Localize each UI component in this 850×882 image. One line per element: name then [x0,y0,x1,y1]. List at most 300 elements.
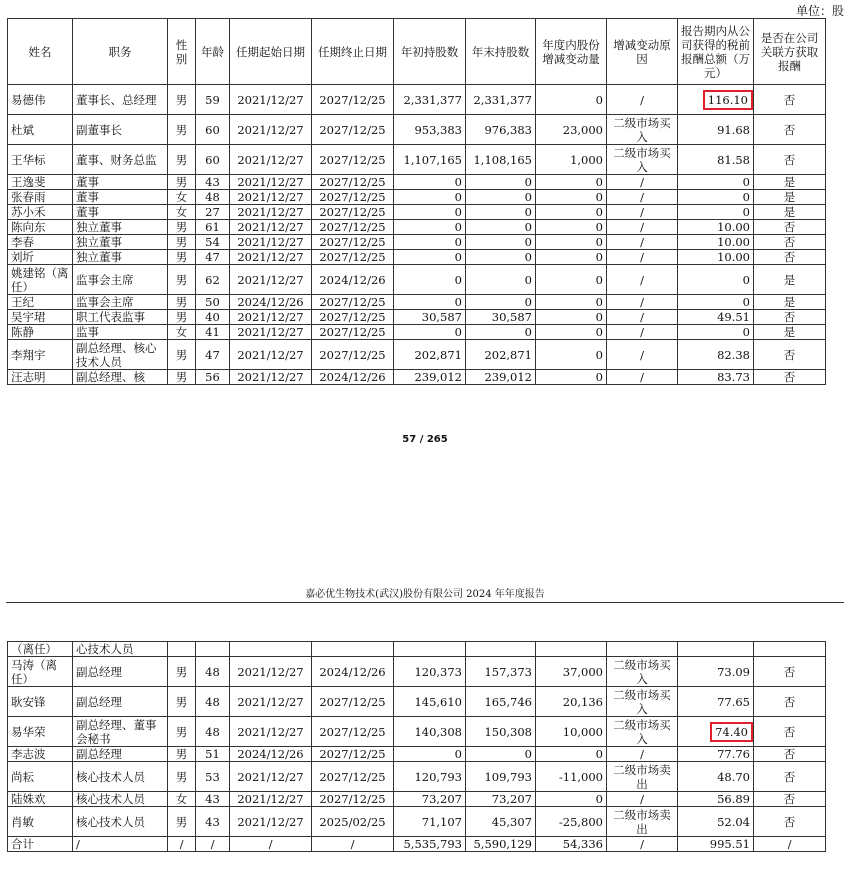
cell-shares-begin: 5,535,793 [394,837,466,852]
cell-gender: 男 [168,807,196,837]
cell-related-party-pay: 否 [754,792,826,807]
cell-compensation: 10.00 [678,250,754,265]
cell-term-end: 2027/12/25 [312,792,394,807]
cell-share-change: 0 [536,220,607,235]
cell-term-start: 2021/12/27 [230,265,312,295]
cell-shares-end: 157,373 [466,657,536,687]
cell-share-change: 20,136 [536,687,607,717]
cell-related-party-pay: 否 [754,145,826,175]
cell-term-end: 2027/12/25 [312,175,394,190]
cell-shares-end: 0 [466,250,536,265]
cell-change-reason: / [607,235,678,250]
cell-title: 董事 [73,175,168,190]
cell-name: 李志波 [8,747,73,762]
cell-shares-begin: 30,587 [394,310,466,325]
cell-related-party-pay: 否 [754,687,826,717]
table-row [8,717,826,747]
cell-name: 王华标 [8,145,73,175]
cell-term-start: 2021/12/27 [230,220,312,235]
cell-related-party-pay: 是 [754,205,826,220]
cell-title: 副董事长 [73,115,168,145]
cell-compensation: 49.51 [678,310,754,325]
cell-name: 易华荣 [8,717,73,747]
cell-term-end: 2027/12/25 [312,340,394,370]
cell-age: 48 [196,717,230,747]
cell-shares-end: 1,108,165 [466,145,536,175]
cell-gender: 男 [168,747,196,762]
table-row [8,687,826,717]
cell-related-party-pay: 是 [754,190,826,205]
cell-name: 杜斌 [8,115,73,145]
cell-term-start [230,642,312,657]
cell-gender: 男 [168,762,196,792]
cell-term-end: 2027/12/25 [312,115,394,145]
table-row [8,145,826,175]
cell-title: 核心技术人员 [73,792,168,807]
cell-age: 47 [196,340,230,370]
header-compensation: 报告期内从公司获得的税前报酬总额（万元） [678,19,754,85]
cell-share-change: 0 [536,325,607,340]
cell-related-party-pay: 否 [754,310,826,325]
cell-share-change: 0 [536,175,607,190]
cell-related-party-pay: 否 [754,717,826,747]
cell-term-start: 2024/12/26 [230,747,312,762]
table-row [8,340,826,370]
cell-compensation: 48.70 [678,762,754,792]
table-row [8,792,826,807]
cell-name: 张春雨 [8,190,73,205]
cell-compensation: 0 [678,190,754,205]
cell-title: 心技术人员 [73,642,168,657]
cell-age: 59 [196,85,230,115]
cell-term-end: 2027/12/25 [312,687,394,717]
cell-gender: 女 [168,792,196,807]
cell-name: 陆姝欢 [8,792,73,807]
cell-shares-begin: 2,331,377 [394,85,466,115]
cell-title: 副总经理 [73,747,168,762]
cell-title: 核心技术人员 [73,807,168,837]
table-row [8,310,826,325]
cell-related-party-pay: 是 [754,265,826,295]
table-row [8,265,826,295]
cell-term-end: 2027/12/25 [312,205,394,220]
header-share-change: 年度内股份增减变动量 [536,19,607,85]
cell-share-change: 1,000 [536,145,607,175]
cell-shares-end: 0 [466,265,536,295]
cell-change-reason: 二级市场买入 [607,657,678,687]
cell-age: 40 [196,310,230,325]
cell-compensation: 0 [678,325,754,340]
cell-related-party-pay: 否 [754,220,826,235]
cell-compensation: 995.51 [678,837,754,852]
cell-shares-begin: 73,207 [394,792,466,807]
cell-related-party-pay: 否 [754,250,826,265]
cell-share-change: -11,000 [536,762,607,792]
table-row [8,325,826,340]
cell-change-reason: 二级市场卖出 [607,762,678,792]
cell-change-reason: / [607,295,678,310]
cell-shares-end: 0 [466,325,536,340]
table-row [8,807,826,837]
cell-change-reason: / [607,265,678,295]
cell-shares-begin: 71,107 [394,807,466,837]
cell-title: 副总经理 [73,687,168,717]
cell-age: 56 [196,370,230,385]
cell-share-change: 0 [536,310,607,325]
cell-gender: 男 [168,310,196,325]
cell-shares-begin: 145,610 [394,687,466,717]
cell-title: 副总经理 [73,657,168,687]
cell-term-end: 2027/12/25 [312,85,394,115]
cell-age: 47 [196,250,230,265]
table-row [8,115,826,145]
table-row [8,370,826,385]
cell-name: 李翔宇 [8,340,73,370]
table-row [8,747,826,762]
cell-compensation [678,85,754,115]
header-shares-begin: 年初持股数 [394,19,466,85]
header-term-start: 任期起始日期 [230,19,312,85]
cell-gender: 男 [168,340,196,370]
table-row [8,295,826,310]
table-row [8,85,826,115]
cell-change-reason [607,642,678,657]
cell-term-end: 2027/12/25 [312,762,394,792]
cell-term-end: 2024/12/26 [312,370,394,385]
cell-shares-begin: 0 [394,265,466,295]
table-row [8,642,826,657]
cell-shares-begin: 0 [394,175,466,190]
cell-compensation: 0 [678,265,754,295]
executive-table-page-2 [7,641,826,852]
cell-gender [168,642,196,657]
cell-term-start: 2021/12/27 [230,762,312,792]
cell-age: 60 [196,145,230,175]
table-header-row [8,19,826,85]
cell-age: 60 [196,115,230,145]
cell-term-start: 2021/12/27 [230,205,312,220]
executive-table-page-1 [7,18,826,385]
cell-term-start: 2021/12/27 [230,115,312,145]
cell-shares-begin: 0 [394,220,466,235]
cell-shares-end: 73,207 [466,792,536,807]
cell-compensation: 10.00 [678,220,754,235]
cell-term-start: 2021/12/27 [230,85,312,115]
cell-shares-end: 0 [466,175,536,190]
cell-term-start: 2021/12/27 [230,250,312,265]
cell-compensation: 0 [678,295,754,310]
cell-related-party-pay: 否 [754,85,826,115]
cell-change-reason: / [607,837,678,852]
cell-gender: 男 [168,85,196,115]
cell-change-reason: / [607,175,678,190]
cell-compensation [678,642,754,657]
cell-shares-end: 109,793 [466,762,536,792]
table-row [8,837,826,852]
cell-term-end: 2024/12/26 [312,657,394,687]
cell-change-reason: / [607,792,678,807]
cell-age: 41 [196,325,230,340]
cell-name: 陈向东 [8,220,73,235]
cell-shares-begin: 1,107,165 [394,145,466,175]
cell-name: 合计 [8,837,73,852]
cell-shares-begin: 120,793 [394,762,466,792]
cell-title: 副总经理、核 [73,370,168,385]
cell-shares-begin: 0 [394,235,466,250]
cell-share-change [536,642,607,657]
cell-change-reason: / [607,340,678,370]
cell-age: 43 [196,175,230,190]
page-number: 57 / 265 [402,434,448,445]
cell-name: 肖敏 [8,807,73,837]
table-row [8,657,826,687]
cell-term-end: 2027/12/25 [312,295,394,310]
cell-share-change: 0 [536,265,607,295]
cell-age: 61 [196,220,230,235]
cell-shares-end: 0 [466,190,536,205]
cell-share-change: 54,336 [536,837,607,852]
highlight-box: 74.40 [715,724,748,739]
cell-shares-begin: 140,308 [394,717,466,747]
cell-name: 吴宇珺 [8,310,73,325]
cell-gender: 男 [168,115,196,145]
cell-term-start: 2024/12/26 [230,295,312,310]
cell-title: / [73,837,168,852]
cell-shares-end: 0 [466,205,536,220]
cell-age: 48 [196,657,230,687]
cell-gender: 男 [168,145,196,175]
cell-related-party-pay: 否 [754,747,826,762]
header-rule [6,602,844,603]
table-row [8,175,826,190]
cell-term-end: 2027/12/25 [312,190,394,205]
cell-share-change: 0 [536,370,607,385]
cell-related-party-pay: 否 [754,657,826,687]
cell-gender: 男 [168,657,196,687]
cell-term-start: 2021/12/27 [230,657,312,687]
cell-change-reason: / [607,220,678,235]
cell-gender: 男 [168,265,196,295]
cell-name: 李春 [8,235,73,250]
cell-term-end: 2027/12/25 [312,310,394,325]
cell-title: 监事 [73,325,168,340]
cell-shares-end: 239,012 [466,370,536,385]
cell-gender: 男 [168,235,196,250]
cell-gender: 男 [168,370,196,385]
cell-age: / [196,837,230,852]
cell-compensation [678,717,754,747]
table-row [8,190,826,205]
cell-name: 陈静 [8,325,73,340]
cell-compensation: 52.04 [678,807,754,837]
cell-title: 监事会主席 [73,295,168,310]
unit-label: 单位：股 [795,4,844,18]
cell-term-start: / [230,837,312,852]
cell-share-change: 0 [536,85,607,115]
table-row [8,205,826,220]
cell-shares-begin: 120,373 [394,657,466,687]
header-term-end: 任期终止日期 [312,19,394,85]
cell-change-reason: 二级市场买入 [607,115,678,145]
cell-term-start: 2021/12/27 [230,807,312,837]
cell-share-change: 0 [536,235,607,250]
table-row [8,220,826,235]
cell-change-reason: / [607,310,678,325]
cell-change-reason: 二级市场买入 [607,145,678,175]
cell-age: 27 [196,205,230,220]
cell-compensation: 77.65 [678,687,754,717]
cell-term-start: 2021/12/27 [230,340,312,370]
cell-name: 苏小禾 [8,205,73,220]
cell-share-change: 0 [536,340,607,370]
cell-title: 独立董事 [73,250,168,265]
cell-term-start: 2021/12/27 [230,717,312,747]
cell-shares-end: 976,383 [466,115,536,145]
cell-name: 王纪 [8,295,73,310]
cell-shares-begin: 202,871 [394,340,466,370]
cell-term-end: 2027/12/25 [312,325,394,340]
cell-name: 汪志明 [8,370,73,385]
cell-gender: / [168,837,196,852]
cell-change-reason: / [607,370,678,385]
cell-term-end: / [312,837,394,852]
cell-age: 50 [196,295,230,310]
cell-shares-begin: 0 [394,250,466,265]
cell-change-reason: 二级市场买入 [607,717,678,747]
header-change-reason: 增减变动原因 [607,19,678,85]
cell-shares-begin: 0 [394,205,466,220]
header-age: 年龄 [196,19,230,85]
cell-share-change: 0 [536,205,607,220]
cell-title: 副总经理、核心技术人员 [73,340,168,370]
cell-change-reason: / [607,205,678,220]
cell-shares-end: 5,590,129 [466,837,536,852]
cell-title: 监事会主席 [73,265,168,295]
cell-name: （离任） [8,642,73,657]
cell-shares-end: 2,331,377 [466,85,536,115]
cell-compensation: 56.89 [678,792,754,807]
cell-term-end: 2024/12/26 [312,265,394,295]
cell-gender: 女 [168,190,196,205]
cell-related-party-pay: 否 [754,235,826,250]
cell-share-change: 23,000 [536,115,607,145]
cell-change-reason: 二级市场买入 [607,687,678,717]
cell-change-reason: / [607,85,678,115]
cell-name: 耿安锋 [8,687,73,717]
cell-shares-end: 165,746 [466,687,536,717]
cell-term-end: 2027/12/25 [312,717,394,747]
cell-age: 43 [196,807,230,837]
cell-term-start: 2021/12/27 [230,325,312,340]
cell-age: 51 [196,747,230,762]
cell-term-end: 2027/12/25 [312,250,394,265]
cell-title: 独立董事 [73,235,168,250]
cell-compensation: 83.73 [678,370,754,385]
cell-related-party-pay: 否 [754,762,826,792]
cell-title: 独立董事 [73,220,168,235]
table-row [8,250,826,265]
cell-gender: 男 [168,175,196,190]
cell-title: 副总经理、董事会秘书 [73,717,168,747]
cell-shares-end: 202,871 [466,340,536,370]
cell-age: 43 [196,792,230,807]
cell-term-end: 2027/12/25 [312,145,394,175]
cell-title: 董事、财务总监 [73,145,168,175]
table-row [8,762,826,792]
cell-term-start: 2021/12/27 [230,792,312,807]
cell-age: 48 [196,190,230,205]
cell-title: 董事 [73,190,168,205]
cell-term-end [312,642,394,657]
cell-term-start: 2021/12/27 [230,687,312,717]
cell-age: 54 [196,235,230,250]
cell-shares-begin: 0 [394,747,466,762]
cell-shares-end: 0 [466,295,536,310]
cell-related-party-pay [754,642,826,657]
cell-term-start: 2021/12/27 [230,370,312,385]
cell-term-start: 2021/12/27 [230,145,312,175]
cell-related-party-pay: 是 [754,325,826,340]
cell-shares-end: 0 [466,747,536,762]
cell-compensation: 0 [678,205,754,220]
cell-term-start: 2021/12/27 [230,175,312,190]
cell-share-change: 0 [536,792,607,807]
cell-gender: 男 [168,250,196,265]
cell-title: 董事长、总经理 [73,85,168,115]
cell-share-change: -25,800 [536,807,607,837]
cell-share-change: 0 [536,295,607,310]
cell-shares-end: 150,308 [466,717,536,747]
cell-shares-end: 0 [466,220,536,235]
cell-shares-begin [394,642,466,657]
cell-term-start: 2021/12/27 [230,190,312,205]
cell-gender: 女 [168,325,196,340]
cell-change-reason: 二级市场卖出 [607,807,678,837]
cell-shares-end [466,642,536,657]
cell-shares-begin: 0 [394,325,466,340]
cell-compensation: 81.58 [678,145,754,175]
cell-shares-begin: 953,383 [394,115,466,145]
cell-related-party-pay: 否 [754,807,826,837]
header-shares-end: 年末持股数 [466,19,536,85]
cell-related-party-pay: 否 [754,340,826,370]
cell-gender: 男 [168,295,196,310]
cell-compensation: 82.38 [678,340,754,370]
cell-title: 董事 [73,205,168,220]
cell-gender: 女 [168,205,196,220]
cell-name: 尚耘 [8,762,73,792]
cell-name: 马涛（离任） [8,657,73,687]
cell-title: 核心技术人员 [73,762,168,792]
table-row [8,235,826,250]
cell-name: 刘圻 [8,250,73,265]
cell-gender: 男 [168,717,196,747]
cell-share-change: 0 [536,190,607,205]
cell-change-reason: / [607,250,678,265]
cell-share-change: 37,000 [536,657,607,687]
cell-related-party-pay: 是 [754,175,826,190]
header-related-party-pay: 是否在公司关联方获取报酬 [754,19,826,85]
cell-change-reason: / [607,325,678,340]
cell-related-party-pay: 否 [754,115,826,145]
cell-compensation: 73.09 [678,657,754,687]
cell-compensation: 0 [678,175,754,190]
cell-share-change: 0 [536,250,607,265]
cell-shares-begin: 239,012 [394,370,466,385]
cell-gender: 男 [168,687,196,717]
cell-age: 53 [196,762,230,792]
cell-name: 易德伟 [8,85,73,115]
